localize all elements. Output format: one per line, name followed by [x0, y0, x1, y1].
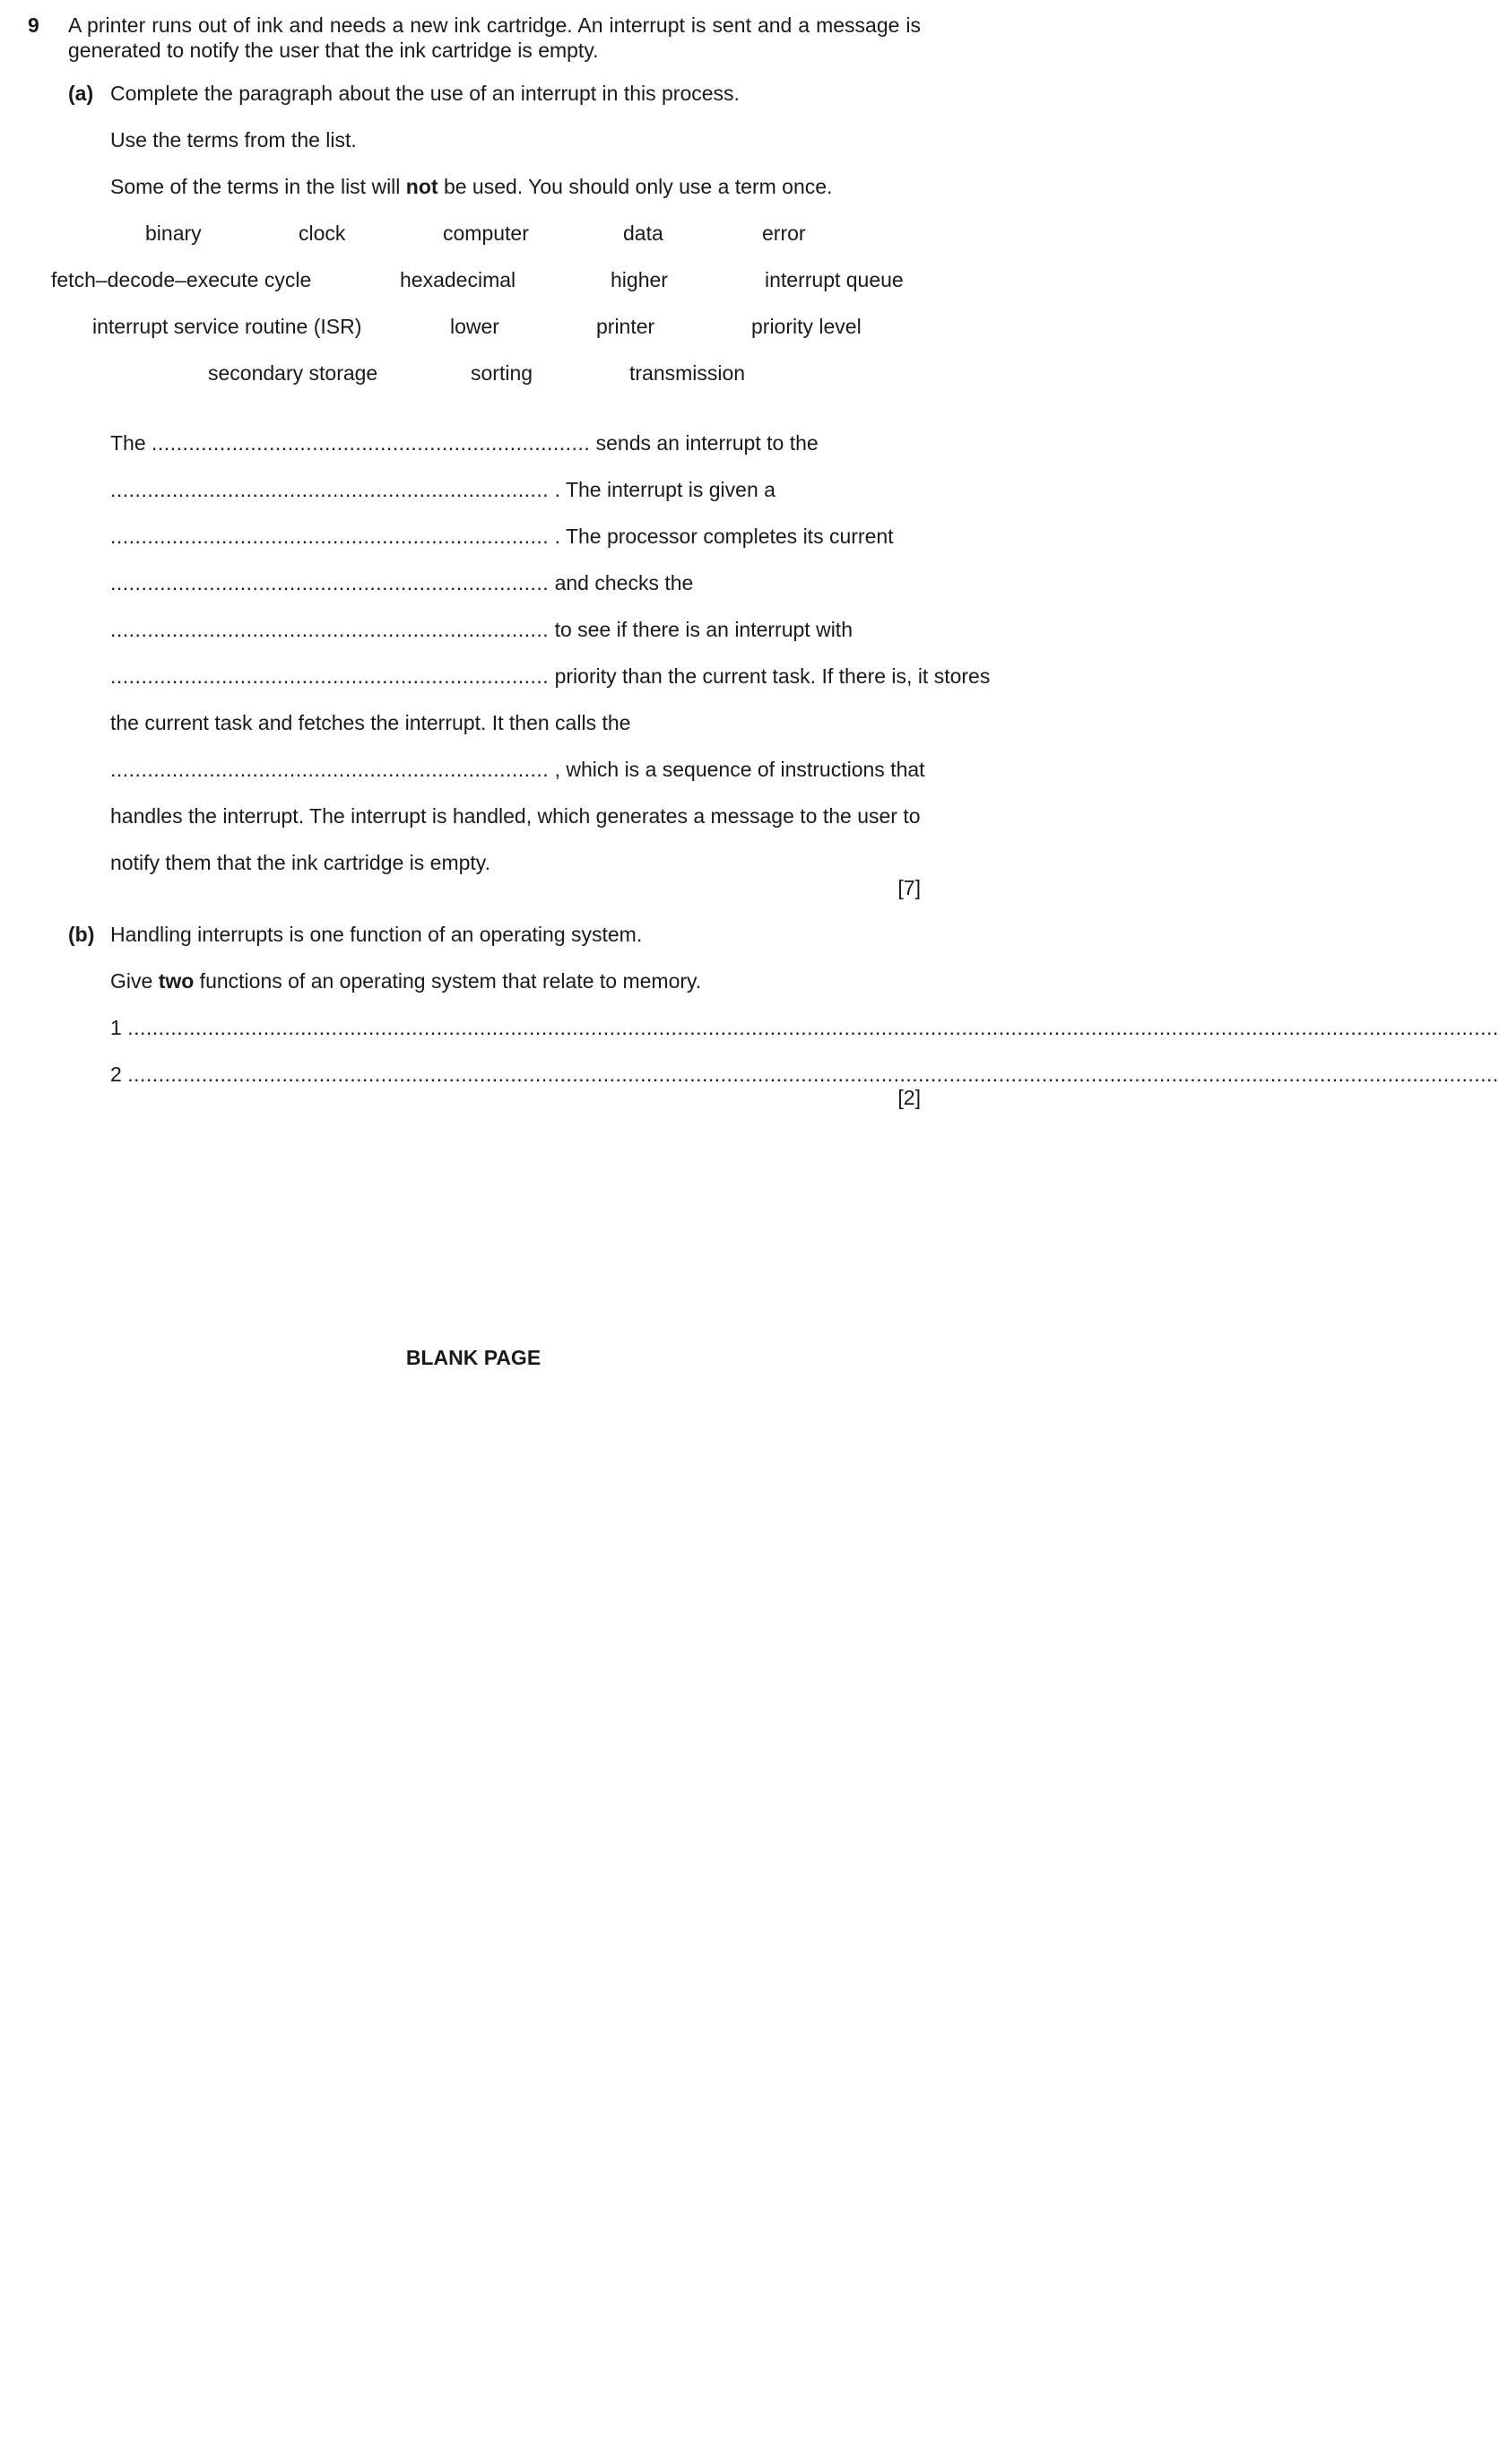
term: priority level [751, 315, 862, 338]
paragraph-line [110, 524, 921, 549]
answer-line-1[interactable] [110, 1015, 1499, 1040]
line-text: priority than the current task. If there is, it stores [549, 664, 991, 688]
paragraph-line [110, 617, 921, 642]
line-text: , which is a sequence of instructions that [549, 758, 925, 781]
paragraph-line: handles the interrupt. The interrupt is handled, which generates a message to the user to [110, 804, 921, 828]
part-b-question [110, 968, 921, 993]
term: lower [450, 315, 499, 338]
term-row-3 [0, 314, 947, 341]
answer-line-2[interactable] [110, 1062, 1499, 1087]
term: sorting [471, 361, 533, 385]
paragraph-line [110, 570, 921, 595]
line-text: . The processor completes its current [549, 525, 894, 548]
term: interrupt queue [765, 268, 904, 291]
answer-dots[interactable]: .............................................................................................................................................................................................................................. [127, 1016, 1499, 1039]
part-a-note [110, 174, 921, 199]
paragraph-line: notify them that the ink cartridge is empty. [110, 851, 490, 874]
paragraph-line [110, 664, 991, 689]
line-text: and checks the [549, 571, 694, 594]
answer-blank[interactable]: ....................................................................... [110, 525, 550, 548]
term: printer [596, 315, 655, 338]
part-b-label: (b) [68, 923, 95, 946]
part-b-marks: [2] [897, 1086, 921, 1109]
blank-page-label: BLANK PAGE [405, 1346, 542, 1369]
term-row-2 [0, 267, 947, 294]
term: error [762, 221, 806, 245]
paragraph-line [110, 757, 925, 782]
line-text: sends an interrupt to the [590, 431, 819, 455]
term: fetch–decode–execute cycle [51, 268, 312, 291]
note-text: Some of the terms in the list will [110, 175, 406, 198]
term: hexadecimal [400, 268, 516, 291]
paragraph-line: the current task and fetches the interrupt. It then calls the [110, 711, 631, 734]
term: secondary storage [208, 361, 378, 385]
answer-blank[interactable]: ....................................................................... [110, 571, 550, 594]
question-number: 9 [28, 13, 39, 37]
note-bold: not [405, 175, 438, 198]
question-stem: A printer runs out of ink and needs a new ink cartridge. An interrupt is sent and a message is generated to notify the user that the ink cartridge is empty. [68, 13, 921, 62]
question-bold: two [158, 969, 195, 993]
answer-number: 1 [110, 1016, 122, 1039]
term: transmission [629, 361, 746, 385]
answer-dots[interactable]: .............................................................................................................................................................................................................................. [127, 1063, 1499, 1086]
term-row-4 [0, 360, 947, 387]
part-a-marks: [7] [897, 876, 921, 899]
term: clock [299, 221, 346, 245]
answer-blank[interactable]: ....................................................................... [110, 618, 550, 641]
part-a-label: (a) [68, 82, 94, 105]
question-text: Give [110, 969, 159, 993]
paragraph-line [110, 430, 921, 455]
part-a-instruction: Complete the paragraph about the use of an interrupt in this process. [110, 82, 740, 105]
note-text-end: be used. You should only use a term once. [438, 175, 833, 198]
term-row-1 [0, 221, 947, 247]
question-text-end: functions of an operating system that relate to memory. [194, 969, 702, 993]
answer-blank[interactable]: ....................................................................... [110, 478, 550, 501]
part-b-statement: Handling interrupts is one function of an operating system. [110, 923, 643, 946]
term: computer [443, 221, 529, 245]
answer-blank[interactable]: ....................................................................... [110, 664, 550, 688]
term: binary [145, 221, 202, 245]
term: interrupt service routine (ISR) [92, 315, 362, 338]
term: data [623, 221, 663, 245]
answer-number: 2 [110, 1063, 122, 1086]
paragraph-line [110, 477, 921, 502]
answer-blank[interactable]: ....................................................................... [152, 431, 591, 455]
line-text: to see if there is an interrupt with [549, 618, 853, 641]
part-a-use-terms: Use the terms from the list. [110, 128, 357, 152]
line-text: . The interrupt is given a [549, 478, 775, 501]
term: higher [611, 268, 668, 291]
line-text: The [110, 431, 152, 455]
answer-blank[interactable]: ....................................................................... [110, 758, 550, 781]
